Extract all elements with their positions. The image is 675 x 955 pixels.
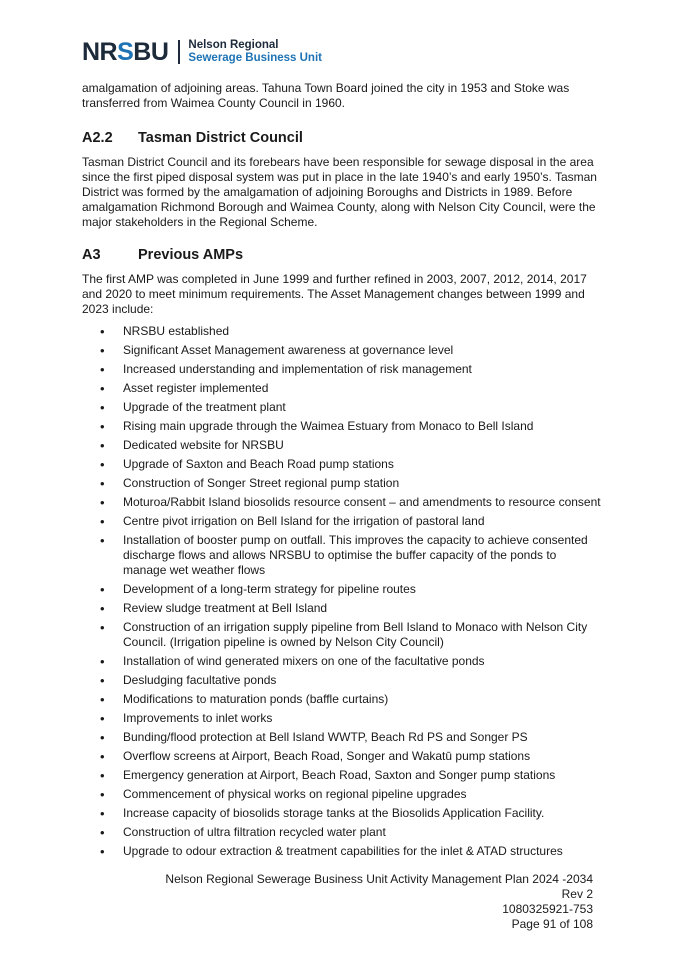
list-item: • Increased understanding and implementation of risk management <box>82 362 602 377</box>
list-item: • Centre pivot irrigation on Bell Island for the irrigation of pastoral land <box>82 514 602 529</box>
list-item: • Review sludge treatment at Bell Island <box>82 601 602 616</box>
footer-revision: Rev 2 <box>561 887 593 901</box>
list-item: • Upgrade of Saxton and Beach Road pump stations <box>82 457 602 472</box>
logo-line-1: Nelson Regional <box>188 39 279 51</box>
list-item: • Upgrade to odour extraction & treatment capabilities for the inlet & ATAD structures <box>82 844 602 859</box>
list-item: • Modifications to maturation ponds (baffle curtains) <box>82 692 602 707</box>
list-item: • Bunding/flood protection at Bell Island WWTP, Beach Rd PS and Songer PS <box>82 730 602 745</box>
section-a22-paragraph: Tasman District Council and its forebears have been responsible for sewage disposal in the area since the first piped disposal system was put in place in the late 1940’s and early 1950’s. Tasman District was formed by the amalgamation of adjoining Boroughs and Districts in 1989. Before amalgamation Richmond Borough and Waimea County, along with Nelson City Council, were the major stakeholders in the Regional Scheme. <box>82 155 597 229</box>
list-item: • Dedicated website for NRSBU <box>82 438 602 453</box>
list-item: • Improvements to inlet works <box>82 711 602 726</box>
list-item: • Overflow screens at Airport, Beach Road, Songer and Wakatū pump stations <box>82 749 602 764</box>
footer-document-id: 1080325921-753 <box>502 902 593 916</box>
list-item: • Asset register implemented <box>82 381 602 396</box>
list-item: • Commencement of physical works on regional pipeline upgrades <box>82 787 602 802</box>
footer-page-number: Page 91 of 108 <box>511 917 593 931</box>
page-footer <box>165 872 593 932</box>
list-item: • Emergency generation at Airport, Beach Road, Saxton and Songer pump stations <box>82 768 602 783</box>
nrsbu-logo <box>82 38 322 66</box>
footer-document-title: Nelson Regional Sewerage Business Unit Activity Management Plan 2024 -2034 <box>165 872 593 886</box>
document-body <box>82 81 602 863</box>
list-item: • Construction of Songer Street regional pump station <box>82 476 602 491</box>
section-title: Previous AMPs <box>138 247 244 263</box>
section-heading-a3 <box>82 246 602 264</box>
section-number: A2.2 <box>82 130 113 146</box>
list-item: • Installation of booster pump on outfall. This improves the capacity to achieve consented discharge flows and allows NRSBU to optimise the buffer capacity of the ponds to manage wet weather flows <box>82 533 602 578</box>
list-item: • Construction of ultra filtration recycled water plant <box>82 825 602 840</box>
list-item: • Rising main upgrade through the Waimea Estuary from Monaco to Bell Island <box>82 419 602 434</box>
list-item: • Installation of wind generated mixers on one of the facultative ponds <box>82 654 602 669</box>
amp-changes-list <box>82 324 602 859</box>
list-item: • NRSBU established <box>82 324 602 339</box>
section-number: A3 <box>82 247 101 263</box>
logo-wordmark: NRSBU <box>82 38 169 66</box>
list-item: • Increase capacity of biosolids storage tanks at the Biosolids Application Facility. <box>82 806 602 821</box>
list-item: • Desludging facultative ponds <box>82 673 602 688</box>
intro-paragraph: amalgamation of adjoining areas. Tahuna Town Board joined the city in 1953 and Stoke was transferred from Waimea County Council in 1960. <box>82 81 570 110</box>
section-title: Tasman District Council <box>138 130 303 146</box>
list-item: • Significant Asset Management awareness at governance level <box>82 343 602 358</box>
logo-divider <box>178 40 180 64</box>
list-item: • Construction of an irrigation supply pipeline from Bell Island to Monaco with Nelson City Council. (Irrigation pipeline is owned by Nelson City Council) <box>82 620 602 650</box>
list-item: • Development of a long-term strategy for pipeline routes <box>82 582 602 597</box>
logo-organisation-name <box>188 39 322 65</box>
section-a3-paragraph: The first AMP was completed in June 1999 and further refined in 2003, 2007, 2012, 2014, 2017 and 2020 to meet minimum requirements. The Asset Management changes between 1999 and 2023 include: <box>82 272 587 316</box>
list-item: • Upgrade of the treatment plant <box>82 400 602 415</box>
section-heading-a22 <box>82 129 602 147</box>
list-item: • Moturoa/Rabbit Island biosolids resource consent – and amendments to resource consent <box>82 495 602 510</box>
logo-line-2: Sewerage Business Unit <box>188 52 322 64</box>
